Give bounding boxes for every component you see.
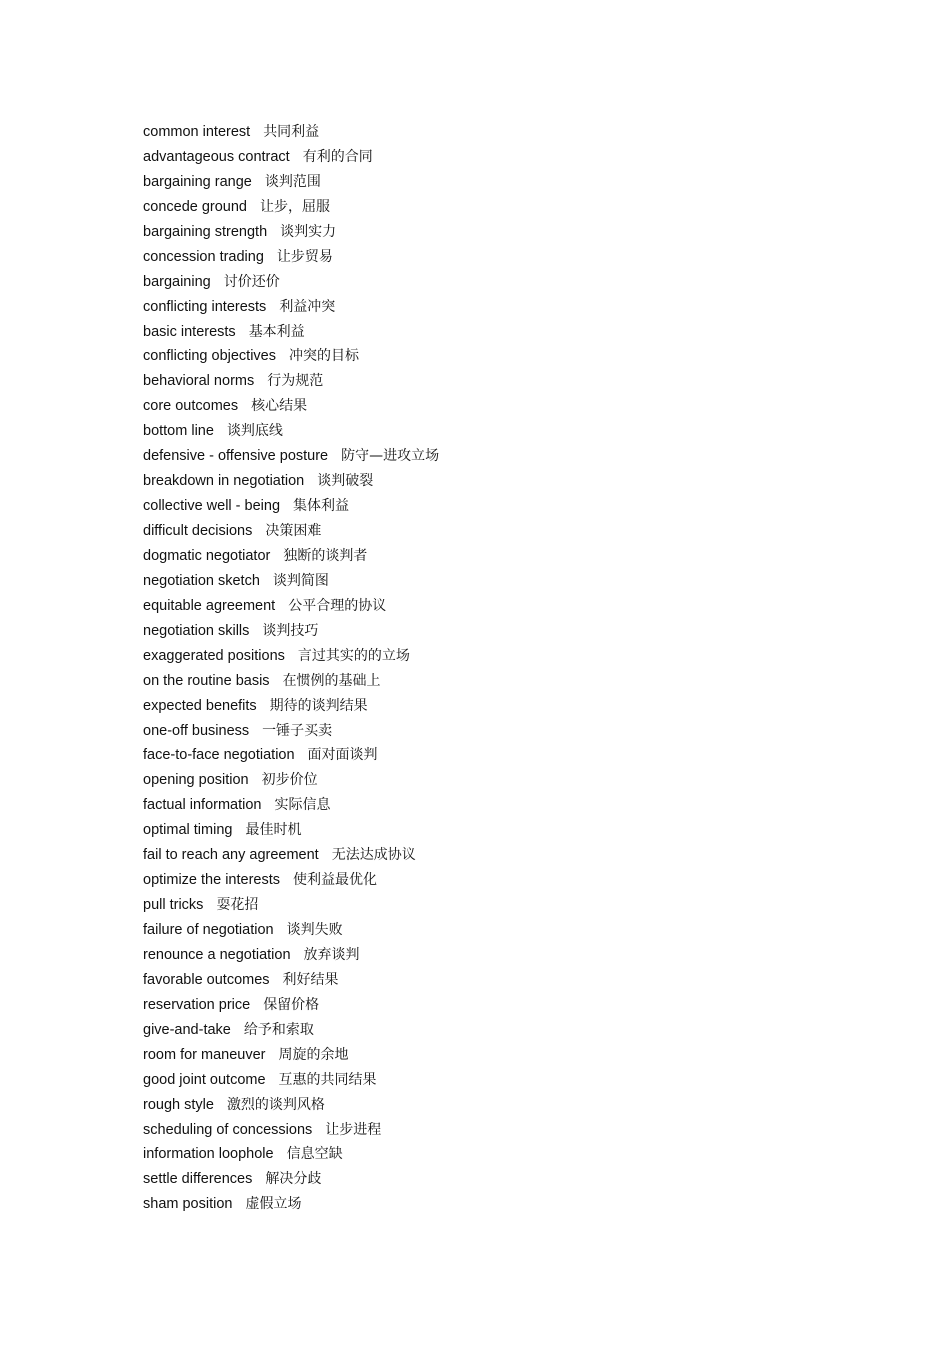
chinese-translation: 耍花招 — [216, 897, 259, 914]
english-term: expected benefits — [143, 697, 257, 714]
chinese-translation: 有利的合同 — [302, 148, 373, 165]
english-term: difficult decisions — [143, 523, 253, 539]
chinese-translation: 防守—进攻立场 — [341, 448, 440, 465]
chinese-translation: 初步价位 — [261, 772, 318, 789]
glossary-entry — [143, 369, 439, 394]
chinese-translation: 期待的谈判结果 — [269, 697, 368, 714]
chinese-translation: 让步贸易 — [276, 248, 333, 265]
glossary-entry — [143, 544, 439, 569]
english-term: negotiation skills — [143, 622, 250, 639]
english-term: failure of negotiation — [143, 922, 274, 938]
english-term: bottom line — [143, 423, 214, 440]
english-term: bargaining — [143, 273, 211, 290]
glossary-entry — [143, 594, 439, 619]
english-term: bargaining strength — [143, 223, 268, 240]
glossary-entry — [143, 419, 439, 444]
glossary-entry — [143, 818, 439, 843]
english-term: common interest — [143, 124, 251, 140]
chinese-translation: 给予和索取 — [243, 1021, 314, 1038]
english-term: room for maneuver — [143, 1046, 266, 1063]
chinese-translation: 言过其实的的立场 — [297, 647, 410, 664]
chinese-translation: 实际信息 — [274, 797, 331, 814]
glossary-entry — [143, 619, 439, 644]
english-term: factual information — [143, 797, 262, 814]
chinese-translation: 一锤子买卖 — [262, 722, 333, 739]
chinese-translation: 周旋的余地 — [278, 1046, 349, 1063]
glossary-entry — [143, 1118, 439, 1143]
glossary-entry — [143, 1018, 439, 1043]
english-term: conflicting objectives — [143, 348, 276, 365]
chinese-translation: 谈判实力 — [280, 223, 337, 240]
chinese-translation: 虚假立场 — [245, 1196, 302, 1213]
chinese-translation: 谈判破裂 — [317, 473, 374, 490]
english-term: negotiation sketch — [143, 572, 260, 589]
english-term: concede ground — [143, 198, 247, 215]
chinese-translation: 核心结果 — [251, 398, 308, 415]
english-term: optimize the interests — [143, 872, 281, 889]
glossary-entry — [143, 1043, 439, 1068]
chinese-translation: 解决分歧 — [265, 1171, 322, 1188]
chinese-translation: 讨价还价 — [223, 273, 280, 290]
glossary-entry — [143, 893, 439, 918]
glossary-entry — [143, 494, 439, 519]
english-term: scheduling of concessions — [143, 1121, 313, 1138]
chinese-translation: 决策困难 — [265, 523, 322, 539]
english-term: breakdown in negotiation — [143, 473, 305, 490]
glossary-list — [143, 120, 439, 1217]
english-term: give-and-take — [143, 1021, 231, 1038]
chinese-translation: 谈判底线 — [226, 423, 283, 440]
chinese-translation: 谈判失败 — [286, 922, 343, 938]
english-term: equitable agreement — [143, 597, 276, 614]
glossary-entry — [143, 868, 439, 893]
english-term: basic interests — [143, 323, 236, 340]
chinese-translation: 保留价格 — [263, 996, 320, 1013]
english-term: reservation price — [143, 996, 251, 1013]
glossary-entry — [143, 993, 439, 1018]
english-term: settle differences — [143, 1171, 253, 1188]
english-term: bargaining range — [143, 173, 252, 190]
chinese-translation: 激烈的谈判风格 — [226, 1096, 325, 1113]
glossary-entry — [143, 320, 439, 345]
chinese-translation: 冲突的目标 — [289, 348, 359, 365]
english-term: optimal timing — [143, 822, 233, 839]
chinese-translation: 最佳时机 — [245, 822, 302, 839]
glossary-entry — [143, 220, 439, 245]
chinese-translation: 在惯例的基础上 — [282, 672, 381, 689]
chinese-translation: 谈判范围 — [264, 173, 321, 190]
english-term: one-off business — [143, 722, 250, 739]
english-term: renounce a negotiation — [143, 946, 291, 963]
glossary-entry — [143, 344, 439, 369]
english-term: collective well - being — [143, 498, 281, 515]
chinese-translation: 谈判简图 — [272, 572, 329, 589]
glossary-entry — [143, 195, 439, 220]
chinese-translation: 让步，屈服 — [260, 198, 330, 215]
chinese-translation: 使利益最优化 — [293, 872, 378, 889]
chinese-translation: 放弃谈判 — [303, 946, 360, 963]
english-term: fail to reach any agreement — [143, 847, 319, 864]
chinese-translation: 无法达成协议 — [331, 847, 416, 864]
glossary-entry — [143, 843, 439, 868]
glossary-entry — [143, 519, 439, 544]
glossary-entry — [143, 1068, 439, 1093]
glossary-entry — [143, 444, 439, 469]
english-term: dogmatic negotiator — [143, 547, 271, 564]
chinese-translation: 集体利益 — [293, 498, 350, 515]
english-term: defensive - offensive posture — [143, 448, 329, 465]
glossary-entry — [143, 270, 439, 295]
glossary-entry — [143, 569, 439, 594]
chinese-translation: 共同利益 — [263, 124, 320, 140]
english-term: face-to-face negotiation — [143, 747, 295, 764]
english-term: concession trading — [143, 248, 264, 265]
glossary-entry — [143, 1192, 439, 1217]
glossary-entry — [143, 793, 439, 818]
glossary-entry — [143, 394, 439, 419]
chinese-translation: 利益冲突 — [279, 298, 336, 315]
english-term: opening position — [143, 772, 249, 789]
glossary-entry — [143, 145, 439, 170]
glossary-entry — [143, 743, 439, 768]
english-term: core outcomes — [143, 398, 239, 415]
english-term: behavioral norms — [143, 373, 255, 390]
glossary-entry — [143, 295, 439, 320]
chinese-translation: 基本利益 — [248, 323, 305, 340]
glossary-entry — [143, 469, 439, 494]
english-term: pull tricks — [143, 897, 204, 914]
chinese-translation: 行为规范 — [267, 373, 324, 390]
english-term: good joint outcome — [143, 1071, 266, 1088]
glossary-entry — [143, 644, 439, 669]
english-term: exaggerated positions — [143, 647, 285, 664]
glossary-entry — [143, 1093, 439, 1118]
english-term: conflicting interests — [143, 298, 267, 315]
chinese-translation: 面对面谈判 — [307, 747, 378, 764]
english-term: advantageous contract — [143, 148, 290, 165]
english-term: rough style — [143, 1096, 214, 1113]
glossary-entry — [143, 918, 439, 943]
english-term: favorable outcomes — [143, 971, 270, 988]
glossary-entry — [143, 968, 439, 993]
chinese-translation: 谈判技巧 — [262, 622, 319, 639]
glossary-entry — [143, 170, 439, 195]
glossary-entry — [143, 1142, 439, 1167]
chinese-translation: 信息空缺 — [286, 1146, 343, 1163]
english-term: sham position — [143, 1196, 233, 1213]
chinese-translation: 互惠的共同结果 — [278, 1071, 377, 1088]
english-term: information loophole — [143, 1146, 274, 1163]
glossary-entry — [143, 120, 439, 145]
glossary-entry — [143, 943, 439, 968]
glossary-entry — [143, 669, 439, 694]
glossary-entry — [143, 694, 439, 719]
english-term: on the routine basis — [143, 672, 270, 689]
chinese-translation: 让步进程 — [325, 1121, 382, 1138]
glossary-entry — [143, 719, 439, 744]
chinese-translation: 利好结果 — [282, 971, 339, 988]
glossary-entry — [143, 768, 439, 793]
glossary-entry — [143, 1167, 439, 1192]
glossary-entry — [143, 245, 439, 270]
chinese-translation: 独断的谈判者 — [283, 547, 368, 564]
chinese-translation: 公平合理的协议 — [288, 597, 387, 614]
